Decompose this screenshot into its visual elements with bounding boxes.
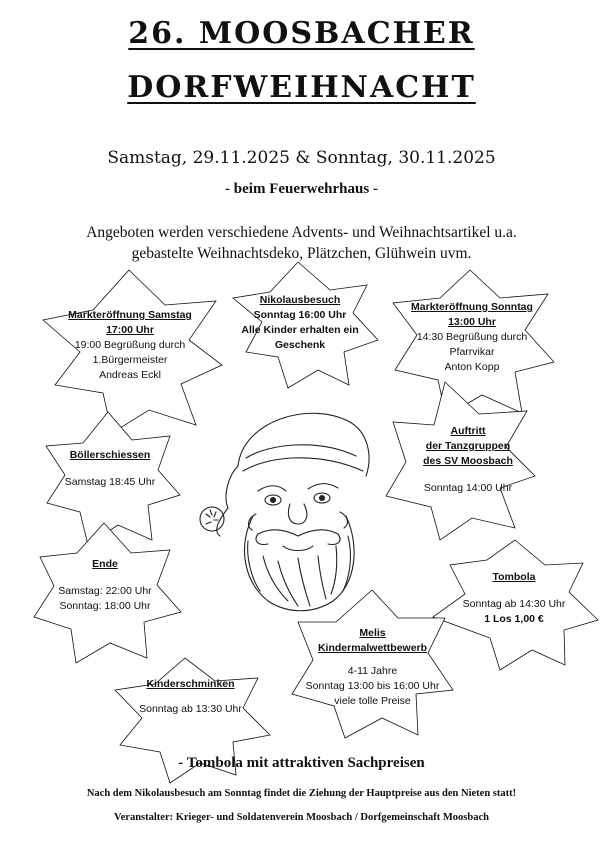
drawing-note: Nach dem Nikolausbesuch am Sonntag findet die Ziehung der Hauptpreise aus den Nieten statt! [86, 788, 517, 799]
ende-line1: Samstag: 22:00 Uhr [58, 585, 152, 597]
tombola-line2: 1 Los 1,00 € [484, 613, 544, 625]
offer-line-1: Angeboten werden verschiedene Advents- und Weihnachtsartikel u.a. [86, 224, 517, 241]
title-line-1: 26. MOOSBACHER [128, 16, 475, 51]
auftritt-title-1: Auftritt [450, 425, 486, 437]
star-text-boeller [45, 448, 175, 490]
markt-sonntag-line3: Anton Kopp [444, 361, 500, 373]
markt-sonntag-line1: 14:30 Begrüßung durch [416, 331, 528, 343]
star-text-melis [295, 626, 450, 709]
star-text-markt-samstag [55, 308, 205, 383]
nikolaus-line1: Sonntag 16:00 Uhr [253, 309, 347, 321]
markt-samstag-time: 17:00 Uhr [106, 324, 154, 336]
boeller-title: Böllerschiessen [69, 449, 151, 461]
organizer-line: Veranstalter: Krieger- und Soldatenverein Moosbach / Dorfgemeinschaft Moosbach [114, 812, 489, 823]
auftritt-title-3: des SV Moosbach [423, 455, 513, 467]
santa-claus-illustration [198, 396, 398, 616]
star-text-markt-sonntag [397, 300, 547, 375]
melis-line2: Sonntag 13:00 bis 16:00 Uhr [305, 680, 440, 692]
schminken-title: Kinderschminken [146, 678, 235, 690]
melis-line3: viele tolle Preise [334, 695, 411, 707]
auftritt-line1: Sonntag 14:00 Uhr [423, 482, 513, 494]
nikolaus-line2: Alle Kinder erhalten ein [241, 324, 359, 336]
event-location: - beim Feuerwehrhaus - [225, 181, 378, 197]
star-text-ende [45, 557, 165, 614]
offer-line-2: gebastelte Weihnachtsdeko, Plätzchen, Glühwein uvm. [131, 245, 472, 262]
melis-line1: 4-11 Jahre [347, 665, 398, 677]
star-text-nikolaus [225, 293, 375, 353]
markt-samstag-title: Markteröffnung Samstag [68, 309, 192, 321]
markt-samstag-line3: Andreas Eckl [99, 369, 161, 381]
ende-title: Ende [92, 558, 118, 570]
star-text-auftritt [398, 424, 538, 496]
tombola-line1: Sonntag ab 14:30 Uhr [462, 598, 566, 610]
markt-samstag-line2: 1.Bürgermeister [92, 354, 168, 366]
event-dates: Samstag, 29.11.2025 & Sonntag, 30.11.2025 [107, 148, 496, 168]
markt-sonntag-time: 13:00 Uhr [448, 316, 496, 328]
nikolaus-line3: Geschenk [274, 339, 326, 351]
markt-sonntag-line2: Pfarrvikar [449, 346, 495, 358]
markt-samstag-line1: 19:00 Begrüßung durch [74, 339, 186, 351]
title-line-2: DORFWEIHNACHT [127, 70, 476, 105]
schminken-line1: Sonntag ab 13:30 Uhr [139, 703, 242, 715]
nikolaus-title: Nikolausbesuch [259, 294, 341, 306]
ende-line2: Sonntag: 18:00 Uhr [59, 600, 151, 612]
markt-sonntag-title: Markteröffnung Sonntag [411, 301, 533, 313]
tombola-title: Tombola [492, 571, 536, 583]
star-text-tombola [450, 570, 578, 627]
tombola-banner: - Tombola mit attraktiven Sachpreisen [178, 755, 425, 771]
boeller-line1: Samstag 18:45 Uhr [64, 476, 156, 488]
auftritt-title-2: der Tanzgruppen [425, 440, 511, 452]
star-text-schminken [128, 677, 253, 717]
melis-title-1: Melis [359, 627, 386, 639]
melis-title-2: Kindermalwettbewerb [317, 642, 428, 654]
